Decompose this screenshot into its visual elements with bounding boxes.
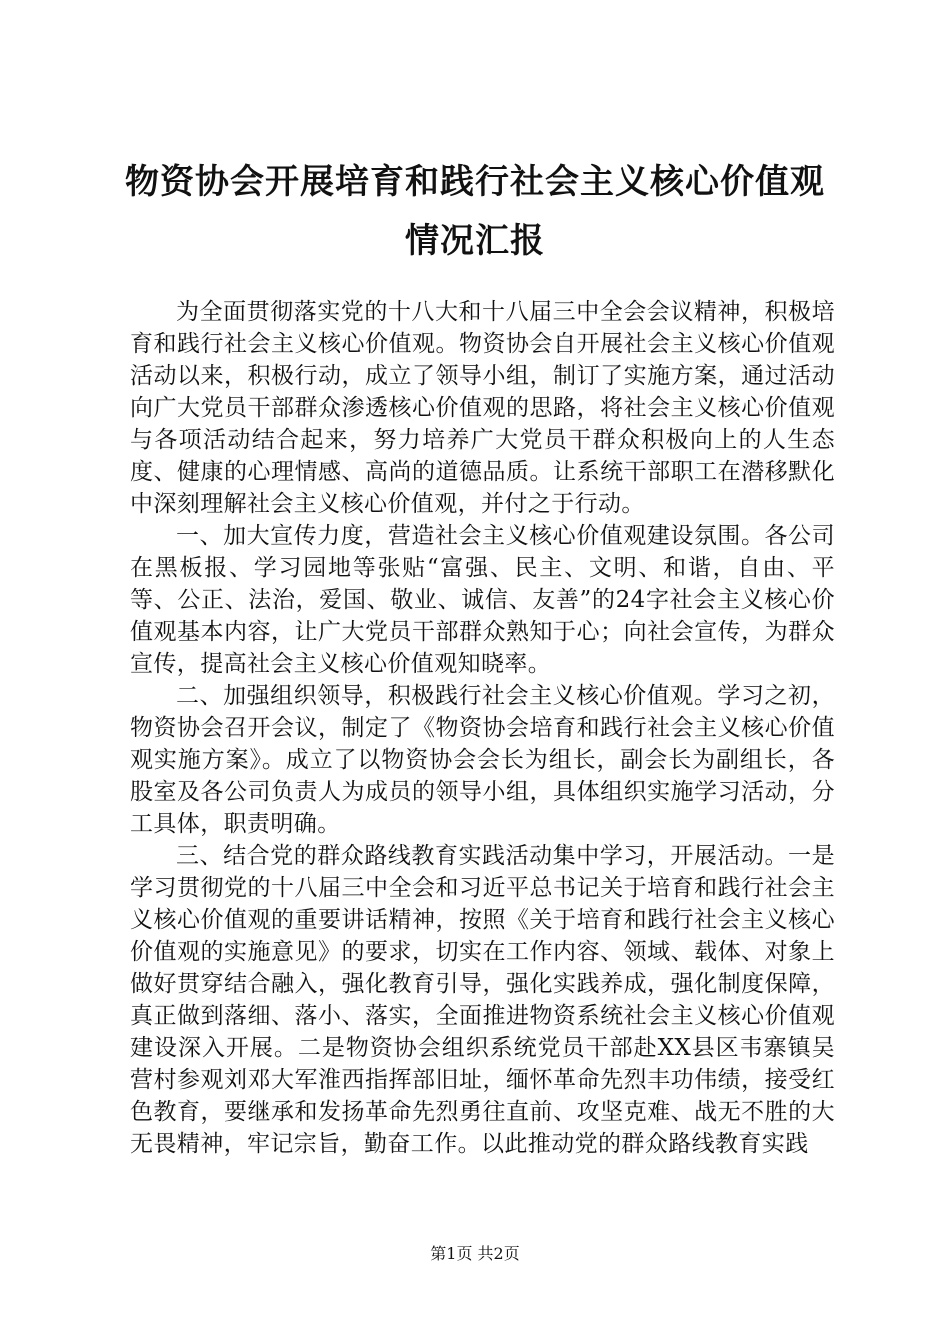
- document-title-line-1: 物资协会开展培育和践行社会主义核心价值观: [125, 162, 825, 202]
- document-title-line-2: 情况汇报: [405, 221, 545, 261]
- section-one-paragraph: 一、加大宣传力度，营造社会主义核心价值观建设氛围。各公司在黑板报、学习园地等张贴“富强、民主、文明、和谐，自由、平等、公正、法治，爱国、敬业、诚信、友善”的24字社会主义核心价值观基本内容，让广大党员干部群众熟知于心；向社会宣传，为群众宣传，提高社会主义核心价值观知晓率。: [130, 523, 835, 677]
- intro-paragraph: 为全面贯彻落实党的十八大和十八届三中全会会议精神，积极培育和践行社会主义核心价值观。物资协会自开展社会主义核心价值观活动以来，积极行动，成立了领导小组，制订了实施方案，通过活动向广大党员干部群众渗透核心价值观的思路，将社会主义核心价值观与各项活动结合起来，努力培养广大党员干群众积极向上的人生态度、健康的心理情感、高尚的道德品质。让系统干部职工在潜移默化中深刻理解社会主义核心价值观，并付之于行动。: [130, 299, 835, 517]
- section-three-paragraph: 三、结合党的群众路线教育实践活动集中学习，开展活动。一是学习贯彻党的十八届三中全会和习近平总书记关于培育和践行社会主义核心价值观的重要讲话精神，按照《关于培育和践行社会主义核心价值观的实施意见》的要求，切实在工作内容、领域、载体、对象上做好贯穿结合融入，强化教育引导，强化实践养成，强化制度保障，真正做到落细、落小、落实，全面推进物资系统社会主义核心价值观建设深入开展。二是物资协会组织系统党员干部赴XX县区韦寨镇吴营村参观刘邓大军淮西指挥部旧址，缅怀革命先烈丰功伟绩，接受红色教育，要继承和发扬革命先烈勇往直前、攻坚克难、战无不胜的大无畏精神，牢记宗旨，勤奋工作。以此推动党的群众路线教育实践: [130, 843, 835, 1157]
- page-footer: 第1页 共2页: [430, 1244, 520, 1263]
- document-body: [130, 296, 835, 1160]
- section-two-paragraph: 二、加强组织领导，积极践行社会主义核心价值观。学习之初，物资协会召开会议，制定了《物资协会培育和践行社会主义核心价值观实施方案》。成立了以物资协会会长为组长，副会长为副组长，各股室及各公司负责人为成员的领导小组，具体组织实施学习活动，分工具体，职责明确。: [130, 683, 835, 837]
